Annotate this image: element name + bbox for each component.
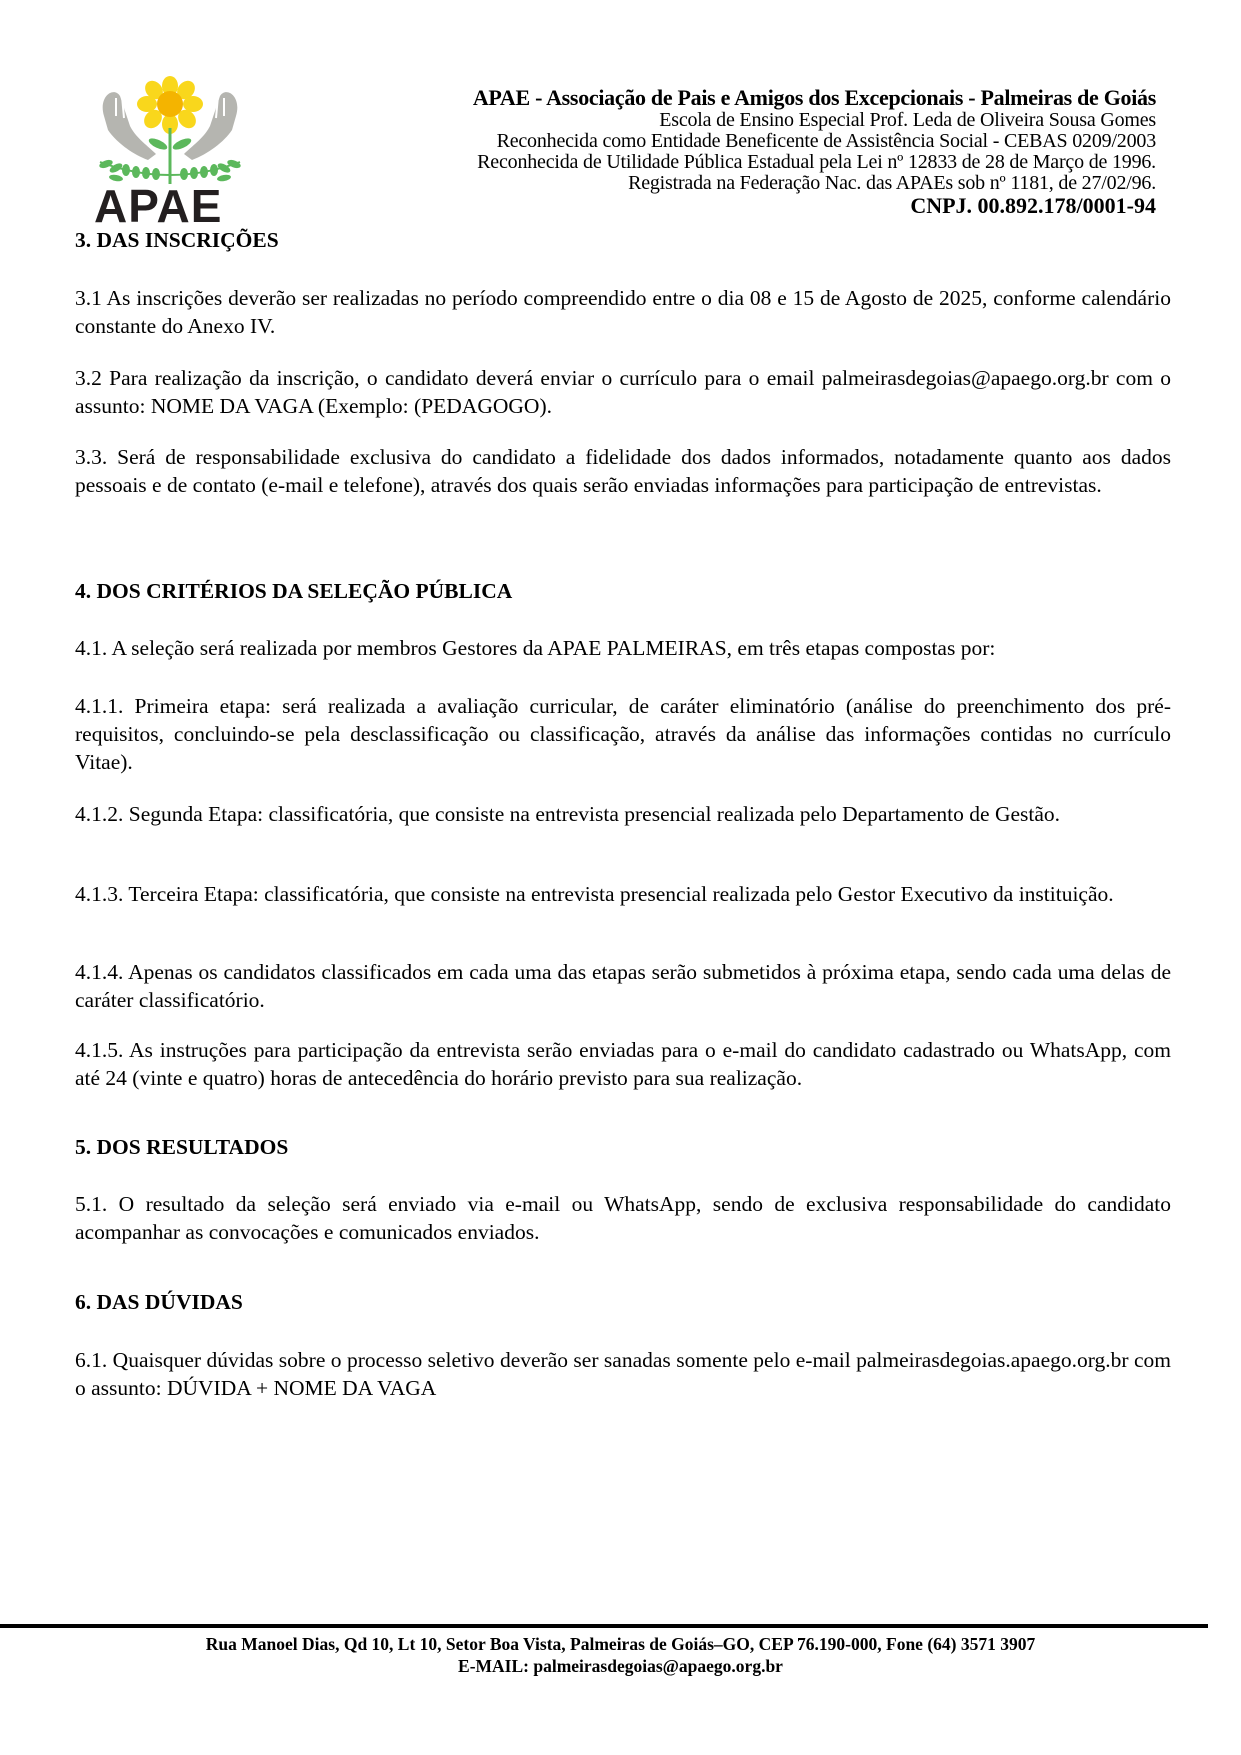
footer: [0, 1633, 1241, 1677]
paragraph-4-1-2: 4.1.2. Segunda Etapa: classificatória, que consiste na entrevista presencial realizada pelo Departamento de Gestão.: [75, 802, 1061, 826]
footer-address: Rua Manoel Dias, Qd 10, Lt 10, Setor Boa Vista, Palmeiras de Goiás–GO, CEP 76.190-000, Fone (64) 3571 3907: [205, 1634, 1036, 1654]
section-title-inscricoes: 3. DAS INSCRIÇÕES: [75, 228, 279, 252]
flower-hands-icon: [86, 76, 276, 186]
section-title-duvidas: 6. DAS DÚVIDAS: [75, 1290, 243, 1314]
paragraph-6-1: 6.1. Quaisquer dúvidas sobre o processo seletivo deverão ser sanadas somente pelo e-mail palmeirasdegoias.apaego.org.br com o assunto: DÚVIDA + NOME DA VAGA: [75, 1348, 1171, 1400]
letterhead-line: Escola de Ensino Especial Prof. Leda de Oliveira Sousa Gomes: [659, 109, 1156, 131]
letterhead: [473, 86, 1156, 218]
paragraph-4-1: 4.1. A seleção será realizada por membros Gestores da APAE PALMEIRAS, em três etapas compostas por:: [75, 636, 996, 660]
paragraph-4-1-1: 4.1.1. Primeira etapa: será realizada a avaliação curricular, de caráter eliminatório (análise do preenchimento dos pré-requisitos, concluindo-se pela desclassificação ou classificação, através da análise das informações contidas no currículo Vitae).: [75, 694, 1171, 774]
letterhead-line: Reconhecida de Utilidade Pública Estadual pela Lei nº 12833 de 28 de Março de 1996.: [477, 151, 1156, 173]
paragraph-3-2: 3.2 Para realização da inscrição, o candidato deverá enviar o currículo para o email palmeirasdegoias@apaego.org.br com o assunto: NOME DA VAGA (Exemplo: (PEDAGOGO).: [75, 366, 1171, 418]
letterhead-line: Reconhecida como Entidade Beneficente de Assistência Social - CEBAS 0209/2003: [496, 130, 1156, 152]
section-title-criterios: 4. DOS CRITÉRIOS DA SELEÇÃO PÚBLICA: [75, 579, 513, 603]
paragraph-4-1-5: 4.1.5. As instruções para participação da entrevista serão enviadas para o e-mail do candidato cadastrado ou WhatsApp, com até 24 (vinte e quatro) horas de antecedência do horário previsto para sua realização.: [75, 1038, 1171, 1090]
organization-name: APAE - Associação de Pais e Amigos dos Excepcionais - Palmeiras de Goiás: [472, 85, 1156, 110]
paragraph-3-3: 3.3. Será de responsabilidade exclusiva do candidato a fidelidade dos dados informados, notadamente quanto aos dados pessoais e de contato (e-mail e telefone), através dos quais serão enviadas informações para participação de entrevistas.: [75, 445, 1171, 497]
footer-email: E-MAIL: palmeirasdegoias@apaego.org.br: [458, 1656, 783, 1676]
section-title-resultados: 5. DOS RESULTADOS: [75, 1135, 289, 1159]
paragraph-4-1-3: 4.1.3. Terceira Etapa: classificatória, que consiste na entrevista presencial realizada pelo Gestor Executivo da instituição.: [75, 882, 1114, 906]
paragraph-5-1: 5.1. O resultado da seleção será enviado via e-mail ou WhatsApp, sendo de exclusiva responsabilidade do candidato acompanhar as convocações e comunicados enviados.: [75, 1192, 1171, 1244]
paragraph-4-1-4: 4.1.4. Apenas os candidatos classificados em cada uma das etapas serão submetidos à próxima etapa, sendo cada uma delas de caráter classificatório.: [75, 960, 1171, 1012]
cnpj: CNPJ. 00.892.178/0001-94: [910, 193, 1156, 218]
paragraph-3-1: 3.1 As inscrições deverão ser realizadas no período compreendido entre o dia 08 e 15 de Agosto de 2025, conforme calendário constante do Anexo IV.: [75, 286, 1171, 338]
letterhead-line: Registrada na Federação Nac. das APAEs sob nº 1181, de 27/02/96.: [628, 172, 1156, 194]
footer-divider: [0, 1624, 1208, 1628]
logo-wordmark: APAE: [94, 180, 223, 232]
